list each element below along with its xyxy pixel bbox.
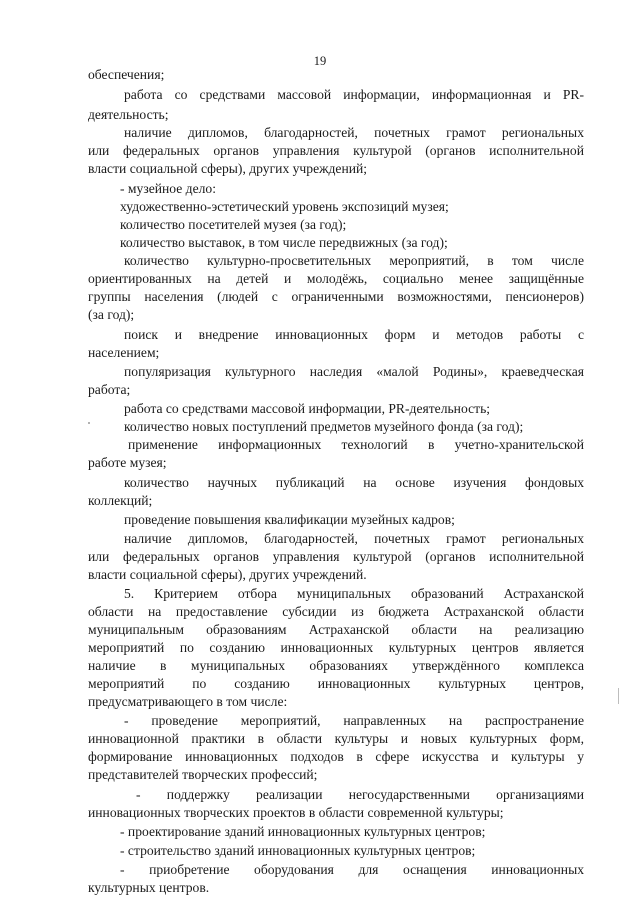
- text-line: муниципальным образованиям Астраханской области на реализацию: [88, 622, 584, 637]
- text-line: обеспечения;: [88, 67, 165, 82]
- text-line: количество новых поступлений предметов музейного фонда (за год);: [124, 419, 524, 434]
- text-line: или федеральных органов управления культурой (органов исполнительной: [88, 143, 584, 158]
- scan-speck: [88, 422, 90, 424]
- text-line: художественно-эстетический уровень экспозиций музея;: [120, 199, 449, 214]
- scan-mark: [618, 688, 619, 704]
- text-line: - проведение мероприятий, направленных на распространение: [124, 713, 584, 728]
- text-line: популяризация культурного наследия «малой Родины», краеведческая: [124, 364, 584, 379]
- text-line: наличие дипломов, благодарностей, почетных грамот региональных: [124, 125, 584, 140]
- page-number: 19: [313, 54, 327, 68]
- text-line: количество научных публикаций на основе изучения фондовых: [124, 475, 584, 490]
- text-line: власти социальной сферы), других учреждений;: [88, 161, 368, 176]
- text-line: количество посетителей музея (за год);: [120, 217, 347, 232]
- text-line: - строительство зданий инновационных культурных центров;: [120, 843, 476, 858]
- text-line: наличие дипломов, благодарностей, почетных грамот региональных: [124, 531, 584, 546]
- text-line: группы населения (людей с ограниченными возможностями, пенсионеров): [88, 289, 584, 304]
- text-line: ориентированных на детей и молодёжь, социально менее защищённые: [88, 271, 584, 286]
- text-line: власти социальной сферы), других учреждений.: [88, 567, 367, 582]
- text-line: работа со средствами массовой информации, PR-деятельность;: [124, 401, 491, 416]
- text-line: - приобретение оборудования для оснащения инновационных: [120, 862, 584, 877]
- text-line: количество выставок, в том числе передвижных (за год);: [120, 235, 448, 250]
- text-line: инновационной практики в области культуры и новых культурных форм,: [88, 731, 584, 746]
- text-line: работе музея;: [88, 455, 167, 470]
- text-line: представителей творческих профессий;: [88, 767, 318, 782]
- text-line: - проектирование зданий инновационных культурных центров;: [120, 824, 486, 839]
- text-line: культурных центров.: [88, 880, 210, 895]
- text-line: (за год);: [88, 307, 135, 322]
- text-line: мероприятий по созданию инновационных культурных центров,: [88, 676, 584, 691]
- text-line: инновационных творческих проектов в области современной культуры;: [88, 805, 504, 820]
- text-line: формирование инновационных подходов в сфере искусства и культуры у: [88, 749, 584, 764]
- text-line: работа со средствами массовой информации, информационная и PR-: [124, 87, 584, 102]
- text-line: - поддержку реализации негосударственными организациями: [136, 787, 584, 802]
- text-line: проведение повышения квалификации музейных кадров;: [124, 512, 455, 527]
- text-line: населением;: [88, 345, 160, 360]
- text-line: применение информационных технологий в учетно-хранительской: [128, 437, 584, 452]
- text-line: коллекций;: [88, 493, 153, 508]
- text-line: деятельность;: [88, 107, 169, 122]
- text-line: предусматривающего в том числе:: [88, 694, 288, 709]
- text-line: мероприятий по созданию инновационных культурных центров является: [88, 640, 584, 655]
- text-line: области на предоставление субсидии из бюджета Астраханской области: [88, 604, 584, 619]
- text-line: поиск и внедрение инновационных форм и методов работы с: [124, 327, 584, 342]
- text-line: 5. Критерием отбора муниципальных образований Астраханской: [124, 586, 584, 601]
- text-line: количество культурно-просветительных мероприятий, в том числе: [124, 253, 584, 268]
- text-line: или федеральных органов управления культурой (органов исполнительной: [88, 549, 584, 564]
- text-line: - музейное дело:: [120, 181, 216, 196]
- text-line: работа;: [88, 382, 131, 397]
- text-line: наличие в муниципальных образованиях утверждённого комплекса: [88, 658, 584, 673]
